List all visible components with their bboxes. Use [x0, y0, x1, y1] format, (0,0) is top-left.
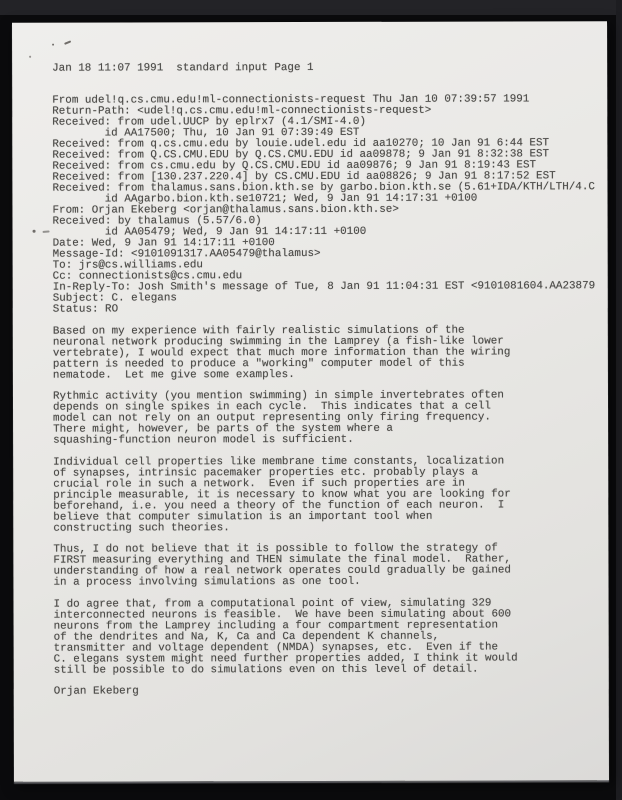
email-header-line: id AA17500; Thu, 10 Jan 91 07:39:49 EST	[52, 126, 360, 140]
email-paragraph: Thus, I do not believe that it is possible to follow the strategy of FIRST measuring everything and THEN simulate the final model. Rather, understanding of how a real network operates could gradually be gained in a process involving simulations as one tool.	[53, 542, 511, 589]
email-header-line: Subject: C. elegans	[52, 292, 177, 305]
pen-mark	[33, 230, 36, 233]
page-header-line: Jan 18 11:07 1991 standard input Page 1	[52, 61, 314, 75]
pen-mark	[52, 44, 54, 46]
email-header-line: Received: from Q.CS.CMU.EDU by Q.CS.CMU.EDU id aa09878; 9 Jan 91 8:32:38 EST	[52, 148, 550, 162]
document-page	[12, 21, 609, 782]
email-header-line: From udel!q.cs.cmu.edu!ml-connectionists-request Thu Jan 10 07:39:57 1991	[52, 93, 530, 107]
email-header-line: Return-Path: <udel!q.cs.cmu.edu!ml-connectionists-request>	[52, 104, 432, 118]
email-header-line: Message-Id: <9101091317.AA05479@thalamus>	[52, 247, 321, 261]
pen-mark	[64, 40, 71, 44]
email-paragraph: Based on my experience with fairly realistic simulations of the neuronal network producing swimming in the Lamprey (a fish-like lower vertebrate), I would expect that much more information than the wiring pattern is needed to produce a "working" computer model of this nematode. Let me give some examples.	[52, 324, 511, 382]
email-header-line: id AAgarbo.bion.kth.se10721; Wed, 9 Jan 91 14:17:31 +0100	[52, 192, 478, 206]
email-header-line: Status: RO	[52, 303, 119, 316]
email-header-line: id AA05479; Wed, 9 Jan 91 14:17:11 +0100	[52, 225, 367, 239]
email-header-line: Received: by thalamus (5.57/6.0)	[52, 215, 262, 228]
pen-mark	[29, 56, 31, 58]
email-header-line: Received: from cs.cmu.edu by Q.CS.CMU.EDU id aa09876; 9 Jan 91 8:19:43 EST	[52, 159, 537, 173]
email-header-line: Received: from thalamus.sans.bion.kth.se by garbo.bion.kth.se (5.61+IDA/KTH/LTH/4.C	[52, 181, 595, 195]
email-header-line: Received: from udel.UUCP by eplrx7 (4.1/SMI-4.0)	[52, 115, 366, 129]
email-paragraph: Orjan Ekeberg	[53, 685, 139, 698]
email-body	[53, 325, 601, 698]
email-header-line: Received: from q.cs.cmu.edu by louie.udel.edu id aa10270; 10 Jan 91 6:44 EST	[52, 137, 550, 151]
email-header-line: Date: Wed, 9 Jan 91 14:17:11 +0100	[52, 237, 275, 250]
email-header-line: To: jrs@cs.williams.edu	[52, 259, 203, 272]
email-header-line: Received: from [130.237.220.4] by CS.CMU.EDU id aa08826; 9 Jan 91 8:17:52 EST	[52, 170, 556, 184]
pen-mark	[43, 230, 50, 232]
email-header-line: Cc: connectionists@cs.cmu.edu	[52, 270, 243, 283]
email-paragraph: Individual cell properties like membrane time constants, localization of synapses, intrinsic pacemaker properties etc. probably plays a crucial role in such a network. Even if such properties are in principle measurable, it is necessary to know what you are looking for beforehand, i.e. you need a theory of the function of each neuron. I believe that computer simulation is an important tool when constructing such theories.	[53, 454, 511, 535]
email-header-block	[52, 94, 600, 315]
scan-top-edge-band	[0, 0, 622, 15]
email-header-line: In-Reply-To: Josh Smith's message of Tue, 8 Jan 91 11:04:31 EST <9101081604.AA23879	[52, 280, 596, 294]
email-paragraph: I do agree that, from a computational point of view, simulating 329 interconnected neurons is feasible. We have been simulating about 600 neurons from the Lamprey including a four compartment representation of the dendrites and Na, K, Ca and Ca dependent K channels, transmitter and voltage dependent (NMDA) synapses, etc. Even if the C. elegans system might need further properties added, I think it would still be possible to do simulations even on this level of detail.	[53, 597, 518, 677]
scan-right-edge-band	[616, 0, 622, 800]
email-paragraph: Rythmic activity (you mention swimming) in simple invertebrates often depends on single spikes in each cycle. This indicates that a cell model can not rely on an output representing only firing frequency. There might, however, be parts of the system where a squashing-function neuron model is sufficient.	[52, 389, 504, 447]
email-header-line: From: Orjan Ekeberg <orjan@thalamus.sans.bion.kth.se>	[52, 203, 399, 217]
